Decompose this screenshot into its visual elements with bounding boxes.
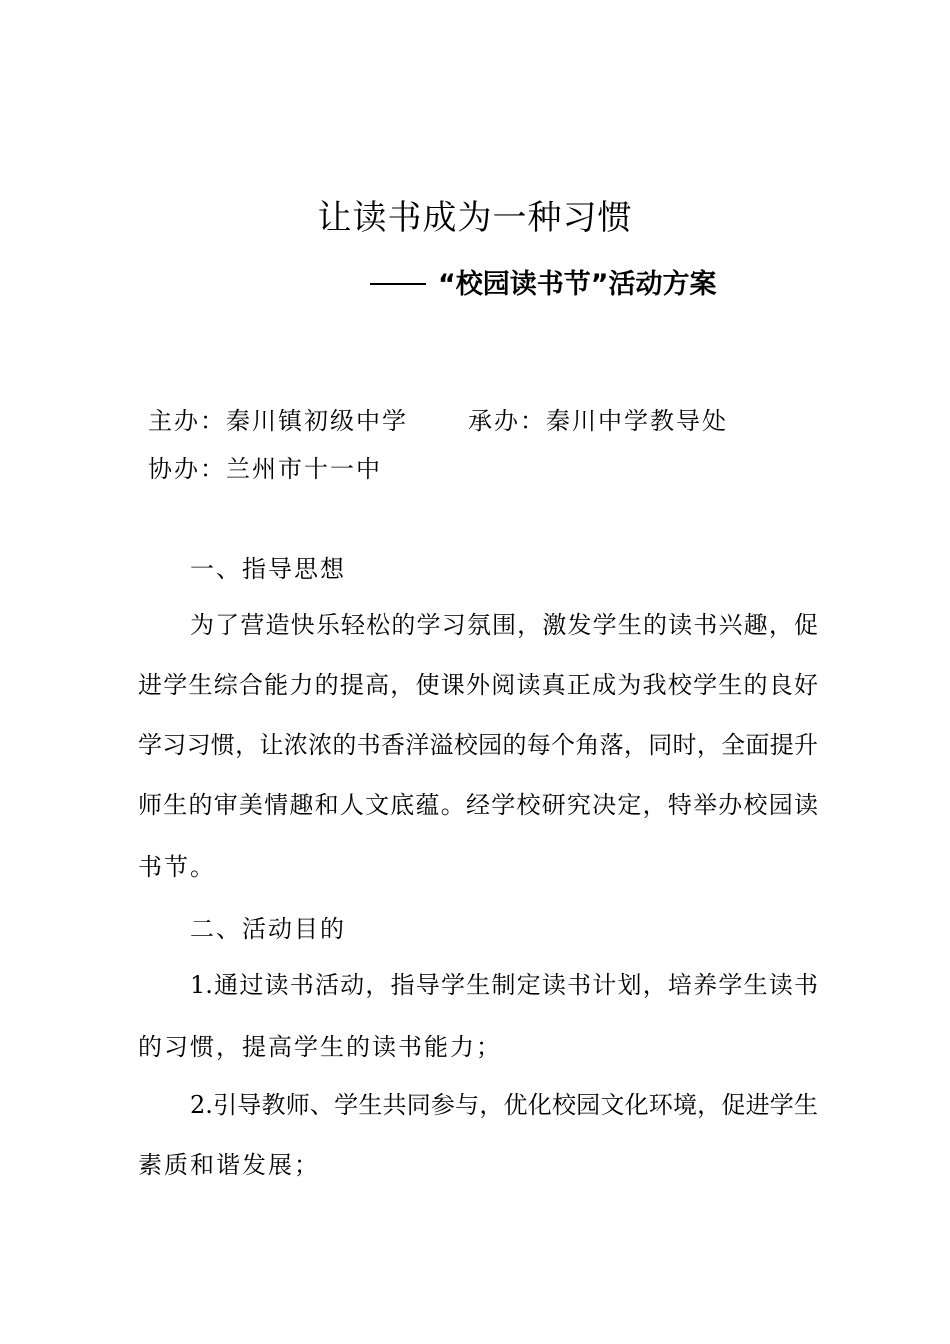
paragraph-line: 学习习惯，让浓浓的书香洋溢校园的每个角落，同时，全面提升 xyxy=(138,731,818,759)
host-organizer: 主办：秦川镇初级中学 xyxy=(148,407,408,435)
document-title: 让读书成为一种习惯 xyxy=(317,198,633,238)
paragraph-line: 书节。 xyxy=(138,853,216,881)
list-item-line: 2.引导教师、学生共同参与，优化校园文化环境，促进学生 xyxy=(190,1091,818,1119)
list-item-line: 素质和谐发展； xyxy=(138,1151,320,1179)
document-subtitle xyxy=(370,266,717,304)
section-heading-activity-purpose: 二、活动目的 xyxy=(190,915,346,943)
paragraph-line: 师生的审美情趣和人文底蕴。经学校研究决定，特举办校园读 xyxy=(138,791,818,819)
assist-organizer: 协办：兰州市十一中 xyxy=(148,455,382,483)
list-item-line: 1.通过读书活动，指导学生制定读书计划，培养学生读书 xyxy=(190,971,818,999)
list-item-line: 的习惯，提高学生的读书能力； xyxy=(138,1033,502,1061)
em-dash-rule xyxy=(370,283,426,285)
subtitle-text: “校园读书节”活动方案 xyxy=(438,269,717,300)
undertake-organizer: 承办：秦川中学教导处 xyxy=(468,407,728,435)
paragraph-line: 进学生综合能力的提高，使课外阅读真正成为我校学生的良好 xyxy=(138,671,818,699)
paragraph-line: 为了营造快乐轻松的学习氛围，激发学生的读书兴趣，促 xyxy=(190,611,818,639)
section-heading-guiding-thought: 一、指导思想 xyxy=(190,555,346,583)
